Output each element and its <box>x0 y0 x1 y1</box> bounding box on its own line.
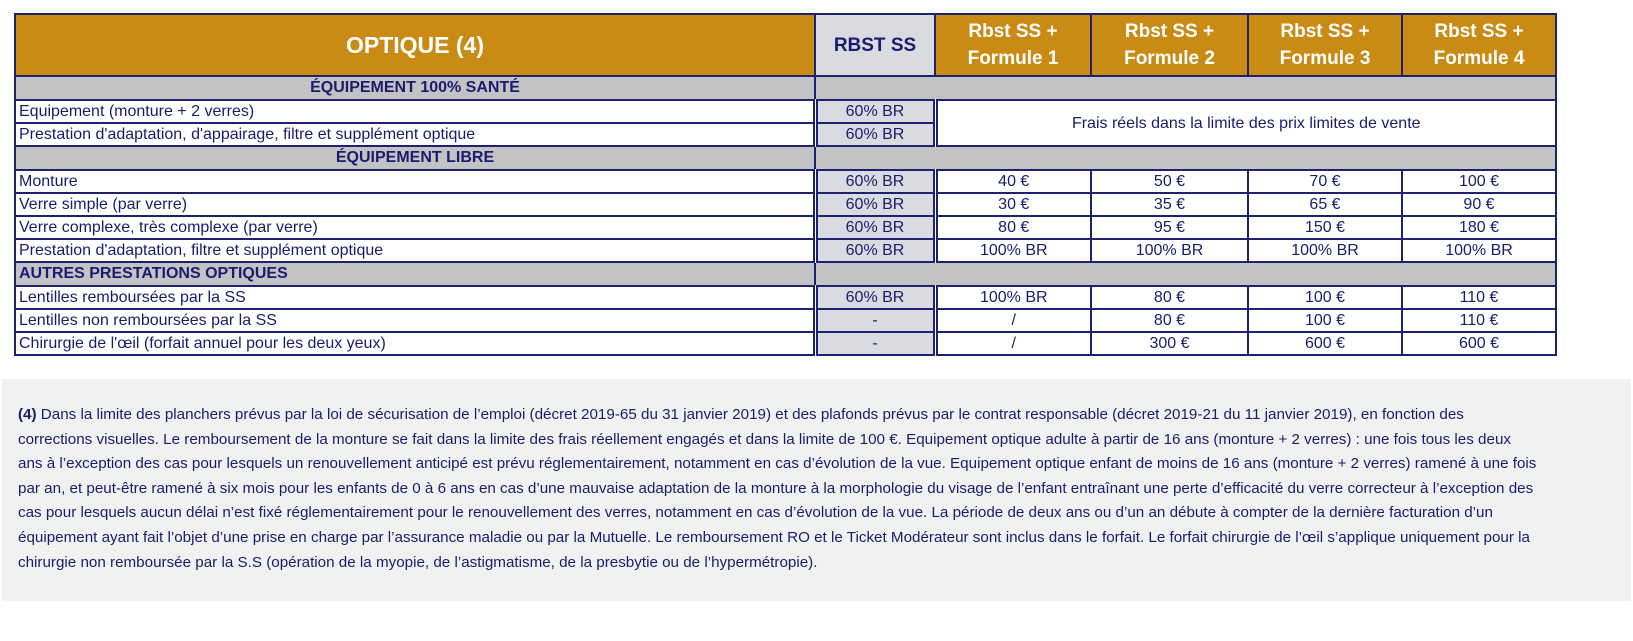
row-label: Verre complexe, très complexe (par verre) <box>15 216 815 239</box>
header-formule-3 <box>1248 14 1402 76</box>
cell-formule-4: 100% BR <box>1402 239 1556 262</box>
header-formule-1-line2: Formule 1 <box>967 48 1059 69</box>
cell-formule-2: 300 € <box>1091 332 1248 355</box>
cell-formule-3: 100% BR <box>1248 239 1402 262</box>
header-formule-2-line2: Formule 2 <box>1124 48 1215 69</box>
row-label: Chirurgie de l'œil (forfait annuel pour les deux yeux) <box>15 332 815 355</box>
table-row <box>15 170 1556 193</box>
cell-formule-4: 180 € <box>1402 216 1556 239</box>
cell-formule-2: 50 € <box>1091 170 1248 193</box>
cell-formule-2: 80 € <box>1091 309 1248 332</box>
cell-formule-4: 100 € <box>1402 170 1556 193</box>
cell-formule-3: 100 € <box>1248 286 1402 309</box>
section-fill <box>815 76 1556 100</box>
section-row-libre <box>15 146 1556 170</box>
optique-table <box>14 13 1557 356</box>
cell-formule-3: 600 € <box>1248 332 1402 355</box>
cell-formule-1: 40 € <box>935 170 1091 193</box>
footnote-text <box>18 403 1538 575</box>
header-formule-2-line1: Rbst SS + <box>1124 21 1215 42</box>
cell-formule-3: 100 € <box>1248 309 1402 332</box>
section-fill <box>815 262 1556 286</box>
table-row <box>15 216 1556 239</box>
section-title-libre: ÉQUIPEMENT LIBRE <box>15 146 815 170</box>
cell-formule-2: 100% BR <box>1091 239 1248 262</box>
footnote-marker: (4) <box>18 406 37 423</box>
row-label: Monture <box>15 170 815 193</box>
section-title-autres: AUTRES PRESTATIONS OPTIQUES <box>15 262 815 286</box>
table-row <box>15 100 1556 123</box>
table-row <box>15 193 1556 216</box>
footnote-body: Dans la limite des planchers prévus par la loi de sécurisation de l’emploi (décret 2019-65 du 31 janvier 2019) et des plafonds prévus par le contrat responsable (décret 2019-21 du 11 janvier 2019), en fonction des corrections visuelles. Le remboursement de la monture se fait dans la limite des frais réellement engagés et dans la limite de 100 €. Equipement optique adulte à partir de 16 ans (monture + 2 verres) : une fois tous les deux ans à l’exception des cas pour lesquels un renouvellement anticipé est prévu réglementairement, notamment en cas d’évolution de la vue. Equipement optique enfant de moins de 16 ans (monture + 2 verres) ramené à une fois par an, et peut-être ramené à six mois pour les enfants de 0 à 6 ans en cas d’une mauvaise adaptation de la monture à la morphologie du visage de l’enfant entraînant une perte d’efficacité du verre correcteur à l’exception des cas pour lesquels aucun délai n’est fixé réglementairement pour le renouvellement des verres, notamment en cas d’évolution de la vue. La période de deux ans ou d’un an débute à compter de la dernière facturation d’un équipement ayant fait l’objet d’une prise en charge par l’assurance maladie ou par la Mutuelle. Le remboursement RO et le Ticket Modérateur sont inclus dans le forfait. Le forfait chirurgie de l’œil s’applique uniquement pour la chirurgie non remboursée par la S.S (opération de la myopie, de l’astigmatisme, de la presbytie ou de l’hypermétropie). <box>18 406 1537 571</box>
header-rbst-ss: RBST SS <box>815 14 935 76</box>
header-formule-3-line2: Formule 3 <box>1279 48 1371 69</box>
header-row <box>15 14 1556 76</box>
section-row-sante <box>15 76 1556 100</box>
header-formule-4-line2: Formule 4 <box>1433 48 1525 69</box>
header-formule-4 <box>1402 14 1556 76</box>
row-label: Equipement (monture + 2 verres) <box>15 100 815 123</box>
table-row <box>15 286 1556 309</box>
cell-formule-1: 80 € <box>935 216 1091 239</box>
header-formule-1-line1: Rbst SS + <box>968 21 1058 42</box>
cell-formule-4: 600 € <box>1402 332 1556 355</box>
cell-formule-4: 90 € <box>1402 193 1556 216</box>
cell-formule-1: 100% BR <box>935 239 1091 262</box>
row-label: Lentilles remboursées par la SS <box>15 286 815 309</box>
cell-formule-1: 100% BR <box>935 286 1091 309</box>
cell-formule-1: 30 € <box>935 193 1091 216</box>
section-title-sante: ÉQUIPEMENT 100% SANTÉ <box>15 76 815 100</box>
row-ss-value: 60% BR <box>815 170 935 193</box>
row-ss-value: 60% BR <box>815 100 935 123</box>
cell-formule-2: 35 € <box>1091 193 1248 216</box>
header-formule-1 <box>935 14 1091 76</box>
row-ss-value: 60% BR <box>815 123 935 146</box>
row-label: Lentilles non remboursées par la SS <box>15 309 815 332</box>
cell-formule-4: 110 € <box>1402 286 1556 309</box>
header-formule-2 <box>1091 14 1248 76</box>
header-formule-4-line1: Rbst SS + <box>1434 21 1524 42</box>
table-row <box>15 332 1556 355</box>
sante-merged-value: Frais réels dans la limite des prix limites de vente <box>935 100 1556 146</box>
table-title: OPTIQUE (4) <box>15 14 815 76</box>
section-fill <box>815 146 1556 170</box>
row-label: Prestation d'adaptation, d'appairage, filtre et supplément optique <box>15 123 815 146</box>
row-ss-value: - <box>815 332 935 355</box>
table-row <box>15 239 1556 262</box>
row-label: Verre simple (par verre) <box>15 193 815 216</box>
cell-formule-1: / <box>935 332 1091 355</box>
table-row <box>15 309 1556 332</box>
row-ss-value: 60% BR <box>815 193 935 216</box>
cell-formule-2: 95 € <box>1091 216 1248 239</box>
cell-formule-2: 80 € <box>1091 286 1248 309</box>
row-ss-value: 60% BR <box>815 286 935 309</box>
cell-formule-3: 65 € <box>1248 193 1402 216</box>
cell-formule-3: 150 € <box>1248 216 1402 239</box>
cell-formule-1: / <box>935 309 1091 332</box>
row-label: Prestation d'adaptation, filtre et supplément optique <box>15 239 815 262</box>
header-formule-3-line1: Rbst SS + <box>1280 21 1370 42</box>
cell-formule-3: 70 € <box>1248 170 1402 193</box>
row-ss-value: 60% BR <box>815 239 935 262</box>
row-ss-value: - <box>815 309 935 332</box>
footnote-box <box>2 379 1631 601</box>
section-row-autres <box>15 262 1556 286</box>
row-ss-value: 60% BR <box>815 216 935 239</box>
cell-formule-4: 110 € <box>1402 309 1556 332</box>
